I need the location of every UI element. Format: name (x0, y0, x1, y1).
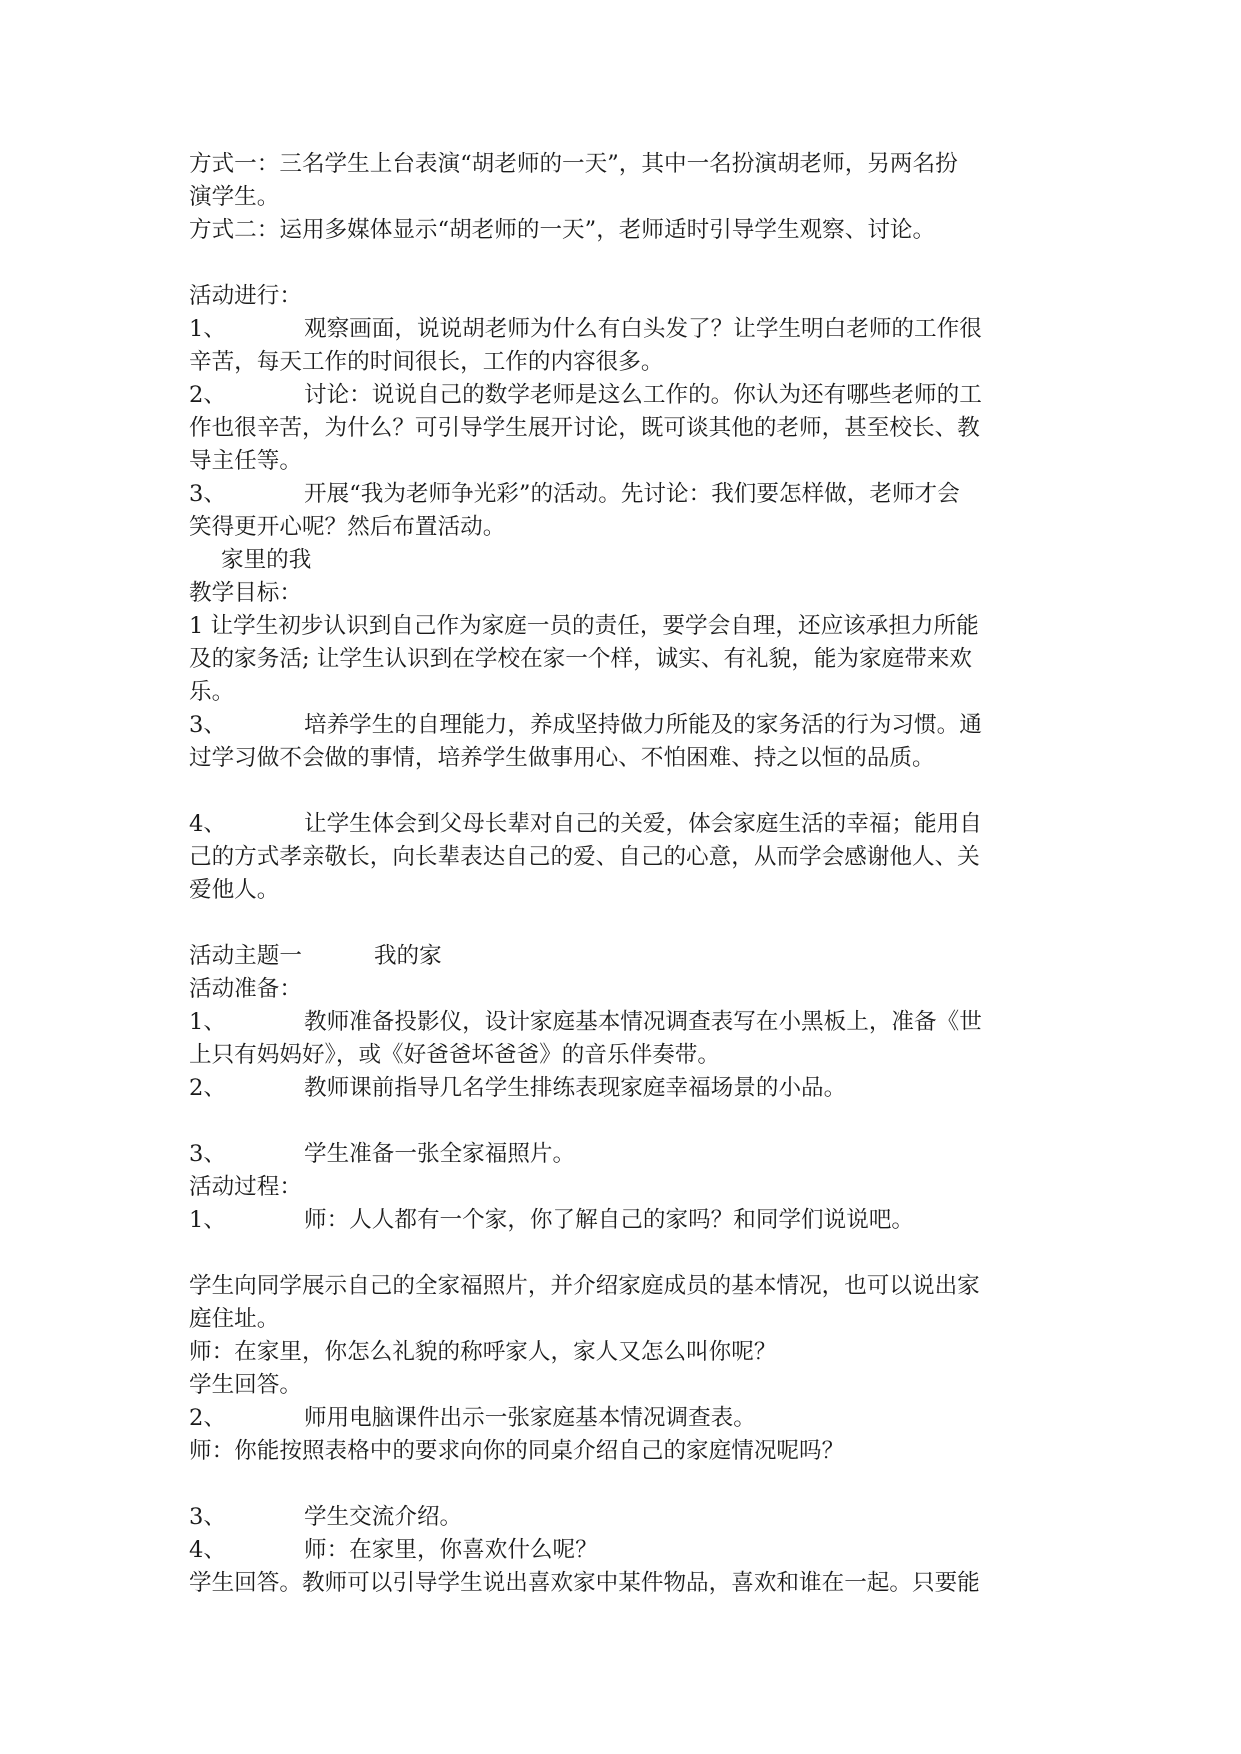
item-number: 2、 (189, 382, 226, 408)
text-line (189, 676, 1059, 709)
text-line (189, 742, 1059, 775)
line-text: 讨论：说说自己的数学老师是这么工作的。你认为还有哪些老师的工 (304, 382, 982, 408)
text-line (189, 1171, 1059, 1204)
item-number: 3、 (189, 1504, 226, 1530)
numbered-line (189, 1204, 1059, 1237)
item-number: 1、 (189, 1207, 226, 1233)
text-line (189, 214, 1059, 247)
text-line (189, 544, 1059, 577)
blank-line (189, 1468, 1059, 1501)
document-body (189, 148, 1059, 1600)
item-number: 4、 (189, 1537, 226, 1563)
line-text: 爱他人。 (189, 877, 280, 903)
section-title: 活动主题一 (189, 943, 302, 969)
line-text: 学生回答。教师可以引导学生说出喜欢家中某件物品，喜欢和谁在一起。只要能 (189, 1570, 980, 1596)
section-heading (189, 940, 1059, 973)
numbered-line (189, 478, 1059, 511)
line-text: 过学习做不会做的事情，培养学生做事用心、不怕困难、持之以恒的品质。 (189, 745, 935, 771)
text-line (189, 445, 1059, 478)
line-text: 庭住址。 (189, 1306, 280, 1332)
numbered-line (189, 1534, 1059, 1567)
numbered-line (189, 709, 1059, 742)
numbered-line (189, 313, 1059, 346)
text-line (189, 280, 1059, 313)
text-line (189, 346, 1059, 379)
text-line (189, 148, 1059, 181)
numbered-line (189, 1072, 1059, 1105)
text-line (189, 1369, 1059, 1402)
text-line (189, 874, 1059, 907)
line-text: 笑得更开心呢？然后布置活动。 (189, 514, 506, 540)
text-line (189, 1567, 1059, 1600)
text-line (189, 1303, 1059, 1336)
text-line (189, 973, 1059, 1006)
item-number: 4、 (189, 811, 226, 837)
text-line (189, 1435, 1059, 1468)
line-text: 教师课前指导几名学生排练表现家庭幸福场景的小品。 (304, 1075, 847, 1101)
line-text: 我的家 (373, 943, 442, 969)
text-line (189, 643, 1059, 676)
line-text: 家里的我 (221, 547, 312, 573)
text-line (189, 511, 1059, 544)
item-number: 1、 (189, 316, 226, 342)
line-text: 作也很辛苦，为什么？可引导学生展开讨论，既可谈其他的老师，甚至校长、教 (189, 415, 980, 441)
blank-line (189, 247, 1059, 280)
line-text: 开展“我为老师争光彩”的活动。先讨论：我们要怎样做，老师才会 (304, 481, 960, 507)
text-line (189, 841, 1059, 874)
line-text: 及的家务活; 让学生认识到在学校在家一个样，诚实、有礼貌，能为家庭带来欢 (189, 646, 972, 672)
text-line (189, 412, 1059, 445)
line-text: 教师准备投影仪，设计家庭基本情况调查表写在小黑板上，准备《世 (304, 1009, 982, 1035)
text-line (189, 181, 1059, 214)
line-text: 辛苦，每天工作的时间很长，工作的内容很多。 (189, 349, 664, 375)
line-text: 师：在家里，你怎么礼貌的称呼家人，家人又怎么叫你呢？ (189, 1339, 777, 1365)
numbered-line (189, 1006, 1059, 1039)
numbered-line (189, 1501, 1059, 1534)
line-text: 上只有妈妈好》，或《好爸爸坏爸爸》的音乐伴奏带。 (189, 1042, 720, 1068)
text-line (189, 577, 1059, 610)
line-text: 学生回答。 (189, 1372, 302, 1398)
line-text: 演学生。 (189, 184, 280, 210)
text-line (189, 1039, 1059, 1072)
text-line (189, 610, 1059, 643)
line-text: 学生交流介绍。 (304, 1504, 463, 1530)
blank-line (189, 1237, 1059, 1270)
line-text: 师：人人都有一个家，你了解自己的家吗？和同学们说说吧。 (304, 1207, 915, 1233)
line-text: 活动准备： (189, 976, 302, 1002)
blank-line (189, 775, 1059, 808)
line-text: 活动进行： (189, 283, 302, 309)
line-text: 教学目标： (189, 580, 302, 606)
line-text: 师用电脑课件出示一张家庭基本情况调查表。 (304, 1405, 756, 1431)
line-text: 让学生体会到父母长辈对自己的关爱，体会家庭生活的幸福；能用自 (304, 811, 982, 837)
line-text: 师：你能按照表格中的要求向你的同桌介绍自己的家庭情况呢吗？ (189, 1438, 845, 1464)
item-number: 1、 (189, 1009, 226, 1035)
line-text: 方式一：三名学生上台表演“胡老师的一天”，其中一名扮演胡老师，另两名扮 (189, 151, 958, 177)
numbered-line (189, 808, 1059, 841)
blank-line (189, 907, 1059, 940)
line-text: 方式二：运用多媒体显示“胡老师的一天”，老师适时引导学生观察、讨论。 (189, 217, 936, 243)
numbered-line (189, 1138, 1059, 1171)
text-line (189, 1336, 1059, 1369)
line-text: 师：在家里，你喜欢什么呢？ (304, 1537, 598, 1563)
item-number: 3、 (189, 481, 226, 507)
line-text: 己的方式孝亲敬长，向长辈表达自己的爱、自己的心意，从而学会感谢他人、关 (189, 844, 980, 870)
line-text: 乐。 (189, 679, 235, 705)
line-text: 导主任等。 (189, 448, 302, 474)
line-text: 观察画面，说说胡老师为什么有白头发了？让学生明白老师的工作很 (304, 316, 982, 342)
item-number: 2、 (189, 1405, 226, 1431)
numbered-line (189, 1402, 1059, 1435)
line-text: 活动过程： (189, 1174, 302, 1200)
numbered-line (189, 379, 1059, 412)
line-text: 学生向同学展示自己的全家福照片，并介绍家庭成员的基本情况，也可以说出家 (189, 1273, 980, 1299)
text-line (189, 1270, 1059, 1303)
line-text: 学生准备一张全家福照片。 (304, 1141, 576, 1167)
line-text: 1 让学生初步认识到自己作为家庭一员的责任，要学会自理，还应该承担力所能 (189, 613, 979, 639)
item-number: 3、 (189, 1141, 226, 1167)
blank-line (189, 1105, 1059, 1138)
item-number: 3、 (189, 712, 226, 738)
item-number: 2、 (189, 1075, 226, 1101)
line-text: 培养学生的自理能力，养成坚持做力所能及的家务活的行为习惯。通 (304, 712, 982, 738)
